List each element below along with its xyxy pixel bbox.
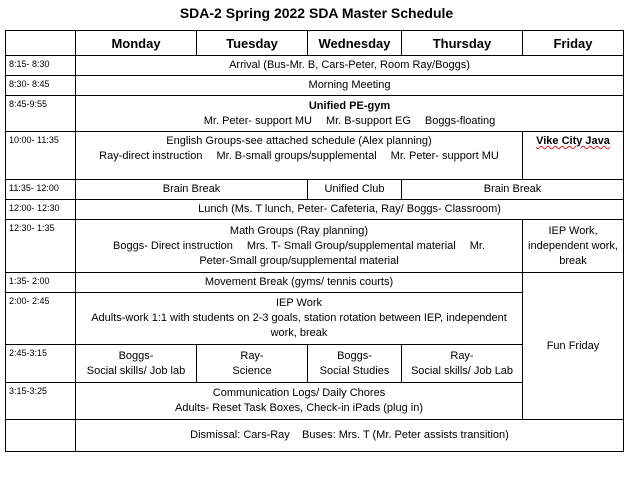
wednesday-teacher: Boggs- [337, 349, 372, 362]
thursday-subject: Social skills/ Job Lab [410, 364, 514, 377]
math-groups-cell [76, 220, 523, 273]
row-unified-pe [6, 96, 624, 132]
day-header-thursday: Thursday [402, 31, 523, 56]
row-dismissal [6, 420, 624, 452]
english-groups-cell [76, 132, 523, 180]
row-math [6, 220, 624, 273]
brain-break-mon-tue: Brain Break [76, 180, 308, 200]
english-mr-peter: Mr. Peter- support MU [390, 150, 499, 162]
pe-heading: Unified PE-gym [308, 99, 391, 112]
pe-staff-line [79, 114, 620, 129]
logs-heading: Communication Logs/ Daily Chores [212, 387, 386, 399]
math-heading: Math Groups (Ray planning) [229, 224, 369, 237]
lunch-cell: Lunch (Ms. T lunch, Peter- Cafeteria, Ray/ Boggs- Classroom) [76, 200, 624, 220]
time-cell: 8:15- 8:30 [6, 56, 76, 76]
morning-meeting-cell: Morning Meeting [76, 76, 624, 96]
schedule-title: SDA-2 Spring 2022 SDA Master Schedule [179, 5, 454, 21]
vike-city-java-cell [523, 132, 624, 180]
tuesday-teacher: Ray- [240, 349, 264, 362]
pe-floating: Boggs-floating [424, 114, 496, 127]
day-header-tuesday: Tuesday [197, 31, 308, 56]
row-lunch [6, 200, 624, 220]
row-arrival [6, 56, 624, 76]
time-cell: 2:45-3:15 [6, 345, 76, 383]
math-staff-line [79, 239, 519, 254]
time-cell: 8:45-9:55 [6, 96, 76, 132]
time-cell: 11:35- 12:00 [6, 180, 76, 200]
iep-description: Adults-work 1:1 with students on 2-3 goals, station rotation between IEP, independent work, break [91, 312, 507, 339]
monday-teacher: Boggs- [118, 349, 154, 362]
english-heading: English Groups-see attached schedule (Alex planning) [166, 135, 432, 147]
wednesday-social-studies-cell [308, 345, 402, 383]
logs-adults: Adults- Reset Task Boxes, Check-in iPads (plug in) [174, 402, 423, 414]
friday-iep-work-cell: IEP Work, independent work, break [523, 220, 624, 273]
day-header-wednesday: Wednesday [308, 31, 402, 56]
arrival-cell: Arrival (Bus-Mr. B, Cars-Peter, Room Ray/Boggs) [76, 56, 624, 76]
unified-pe-cell [76, 96, 624, 132]
time-cell: 12:00- 12:30 [6, 200, 76, 220]
monday-social-skills-cell [76, 345, 197, 383]
tuesday-science-cell [197, 345, 308, 383]
communication-logs-cell [76, 383, 523, 420]
math-peter-line: Peter-Small group/supplemental material [199, 254, 399, 267]
row-brain-break [6, 180, 624, 200]
english-ray: Ray-direct instruction [99, 150, 203, 162]
time-cell [6, 420, 76, 452]
thursday-teacher: Ray- [450, 349, 474, 362]
wednesday-subject: Social Studies [319, 364, 390, 377]
row-english [6, 132, 624, 180]
day-header-monday: Monday [76, 31, 197, 56]
row-morning-meeting [6, 76, 624, 96]
monday-subject: Social skills/ Job lab [86, 364, 186, 377]
dismissal-cell: Dismissal: Cars-Ray Buses: Mrs. T (Mr. Peter assists transition) [76, 420, 624, 452]
math-boggs: Boggs- Direct instruction [113, 239, 233, 252]
day-header-friday: Friday [523, 31, 624, 56]
header-row [6, 31, 624, 56]
thursday-social-skills-cell [402, 345, 523, 383]
tuesday-subject: Science [232, 364, 272, 377]
time-cell: 2:00- 2:45 [6, 293, 76, 345]
pe-support-mu: Mr. Peter- support MU [203, 114, 312, 127]
unified-club-cell: Unified Club [308, 180, 402, 200]
time-cell: 1:35- 2:00 [6, 273, 76, 293]
pe-support-eg: Mr. B-support EG [325, 114, 411, 127]
math-mr: Mr. [469, 239, 485, 252]
row-movement-break [6, 273, 624, 293]
english-staff-line [79, 149, 519, 164]
math-mrs-t: Mrs. T- Small Group/supplemental material [246, 239, 456, 252]
time-cell: 3:15-3:25 [6, 383, 76, 420]
brain-break-thu-fri: Brain Break [402, 180, 624, 200]
english-mr-b: Mr. B-small groups/supplemental [216, 150, 377, 162]
master-schedule-table [5, 30, 624, 452]
fun-friday-cell: Fun Friday [523, 273, 624, 420]
time-cell: 12:30- 1:35 [6, 220, 76, 273]
time-column-header [6, 31, 76, 56]
time-cell: 10:00- 11:35 [6, 132, 76, 180]
time-cell: 8:30- 8:45 [6, 76, 76, 96]
iep-heading: IEP Work [275, 297, 323, 309]
movement-break-cell: Movement Break (gyms/ tennis courts) [76, 273, 523, 293]
iep-work-cell [76, 293, 523, 345]
vike-city-java-text: Vike City Java [536, 135, 610, 147]
